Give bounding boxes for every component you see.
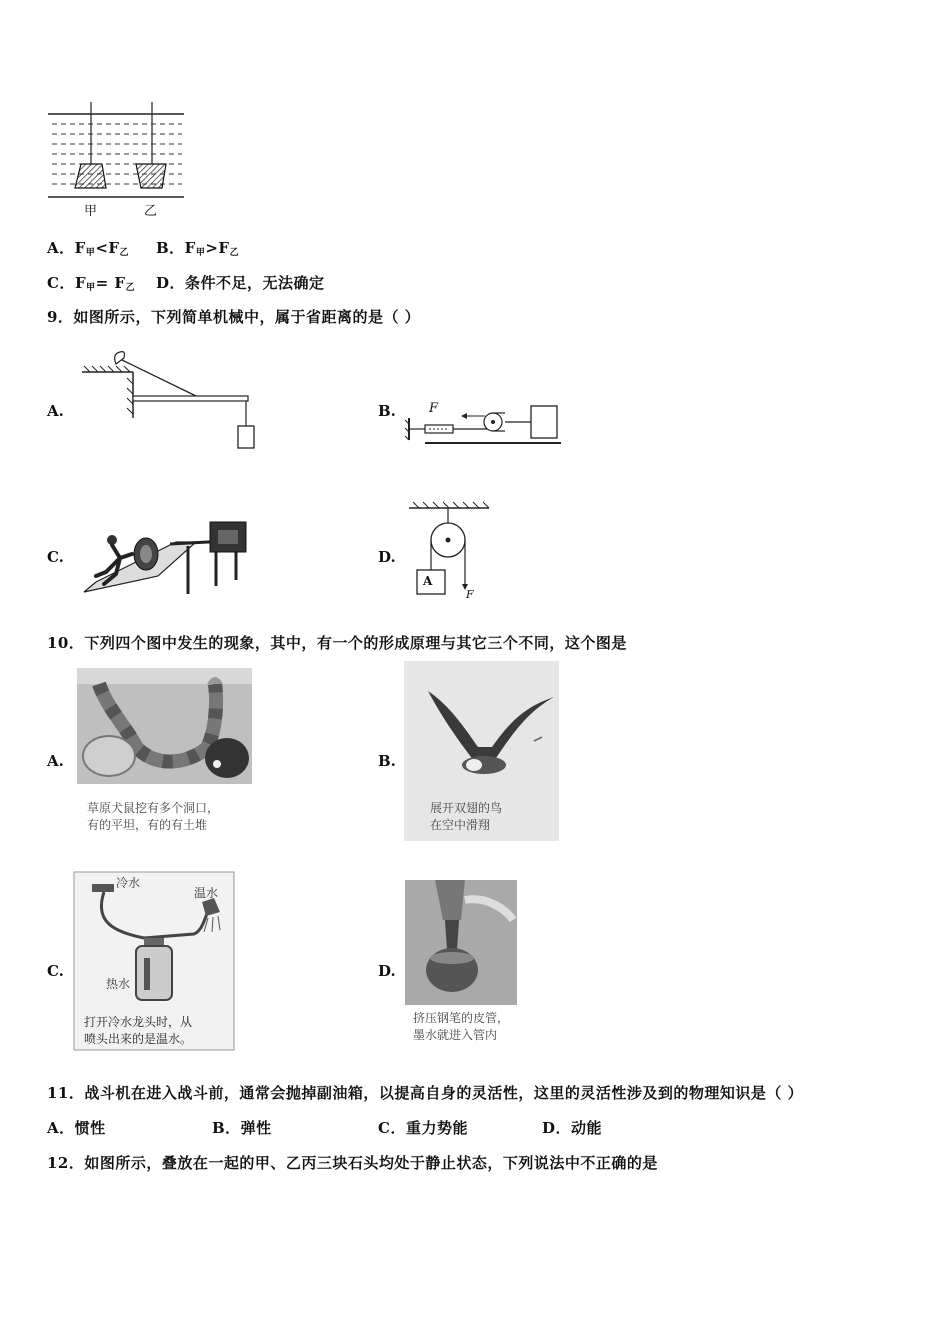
q11-option-b[interactable]: B．弹性 xyxy=(212,1119,272,1137)
q9-figure-d-fixed-pulley xyxy=(405,500,495,604)
label-jia: 甲 xyxy=(84,204,98,219)
q10-label-b[interactable]: B. xyxy=(378,752,396,770)
q9-b-force-label: F xyxy=(429,401,439,416)
q10-c-cold-label: 冷水 xyxy=(116,876,141,890)
q9-label-c[interactable]: C. xyxy=(47,548,64,566)
q10-c-caption: 打开冷水龙头时，从 喷头出来的是温水。 xyxy=(84,1015,193,1046)
q10-figure-a-burrow xyxy=(77,668,252,786)
q11-stem: 11．战斗机在进入战斗前，通常会抛掉副油箱，以提高自身的灵活性，这里的灵活性涉及到的物理知识是（ ） xyxy=(47,1084,804,1102)
block-yi xyxy=(136,164,166,188)
q9-d-block-label: A xyxy=(423,574,433,588)
q9-d-force-label: F xyxy=(466,588,474,601)
q9-figure-c-ramp xyxy=(76,518,251,598)
q10-stem: 10．下列四个图中发生的现象，其中，有一个的形成原理与其它三个不同，这个图是 xyxy=(47,634,627,652)
q11-option-a[interactable]: A．惯性 xyxy=(47,1119,106,1137)
q8-option-a[interactable]: A．$F_甲<F_乙$ xyxy=(47,239,130,258)
q10-c-hot-label: 热水 xyxy=(106,977,131,991)
q10-label-a[interactable]: A. xyxy=(47,752,64,770)
q9-label-a[interactable]: A. xyxy=(47,402,64,420)
q12-stem: 12．如图所示，叠放在一起的甲、乙丙三块石头均处于静止状态，下列说法中不正确的是 xyxy=(47,1154,658,1172)
q10-figure-d-pen xyxy=(405,880,517,1005)
q8-option-b[interactable]: B．$F_甲>F_乙$ xyxy=(156,239,240,258)
q11-option-c[interactable]: C．重力势能 xyxy=(378,1119,468,1137)
q10-b-caption: 展开双翅的鸟 在空中滑翔 xyxy=(430,801,503,832)
q9-label-d[interactable]: D. xyxy=(378,548,396,566)
q10-d-caption: 挤压钢笔的皮管， 墨水就进入管内 xyxy=(413,1011,510,1042)
q10-a-caption: 草原犬鼠挖有多个洞口， 有的平坦，有的有土堆 xyxy=(87,801,220,832)
block-jia xyxy=(75,164,106,188)
q9-label-b[interactable]: B. xyxy=(378,402,396,420)
q10-label-c[interactable]: C. xyxy=(47,962,64,980)
q8-option-d[interactable]: D．条件不足，无法确定 xyxy=(156,274,325,292)
q10-c-warm-label: 温水 xyxy=(194,886,219,900)
q9-figure-a-crane xyxy=(78,338,268,456)
q11-option-d[interactable]: D．动能 xyxy=(542,1119,603,1137)
label-yi: 乙 xyxy=(144,204,158,219)
q9-stem: 9．如图所示，下列简单机械中，属于省距离的是（ ） xyxy=(47,308,421,326)
q10-label-d[interactable]: D. xyxy=(378,962,396,980)
q8-liquid-diagram xyxy=(44,98,189,218)
q8-option-c[interactable]: C．$F_甲= F_乙$ xyxy=(47,274,136,293)
